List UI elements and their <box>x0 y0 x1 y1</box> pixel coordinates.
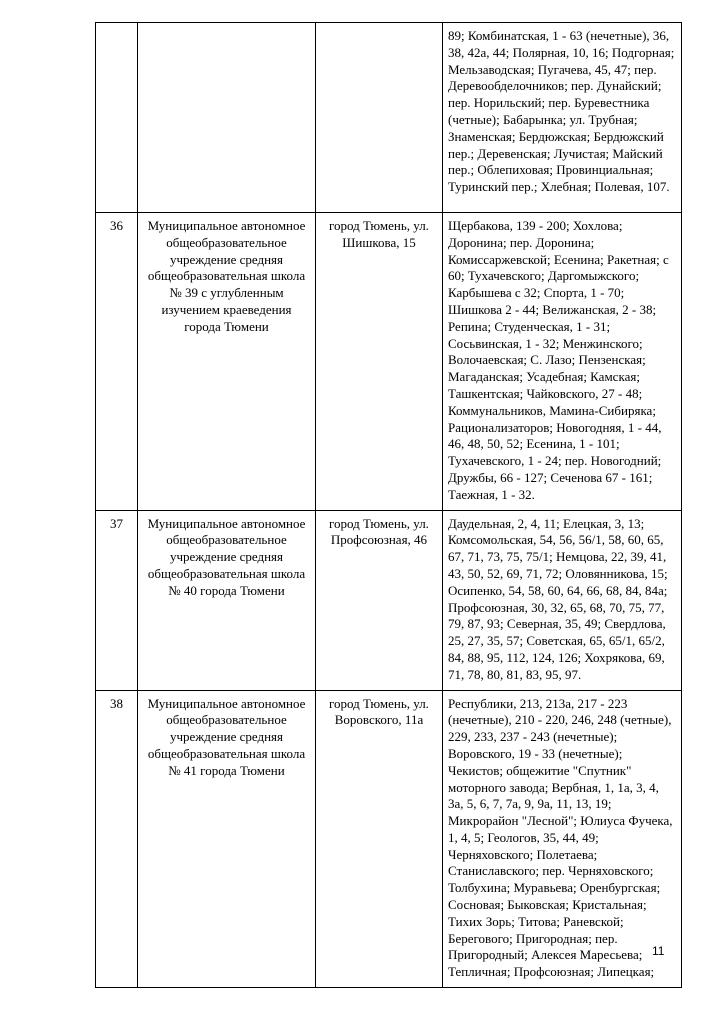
school-name <box>138 23 316 213</box>
assigned-streets: 89; Комбинатская, 1 - 63 (нечетные), 36, 38, 42а, 44; Полярная, 10, 16; Подгорная; Мельзаводская; Пугачева, 45, 47; пер. Деревообделочников; пер. Дунайский; пер. Норильский; пер. Буревестника (четные); Бабарынка; ул. Трубная; Знаменская; Бердюжская; Бердюжский пер.; Деревенская; Лучистая; Майский пер.; Облепиховая; Провинциальная; Туринский пер.; Хлебная; Полевая, 107. <box>443 23 682 213</box>
assigned-streets: Республики, 213, 213а, 217 - 223 (нечетные), 210 - 220, 246, 248 (четные), 229, 233, 237 - 243 (нечетные); Воровского, 19 - 33 (нечетные); Чекистов; общежитие "Спутник" моторного завода; Вербная, 1, 1а, 3, 4, 3а, 5, 6, 7, 7а, 9, 9а, 11, 13, 19; Микрорайон "Лесной"; Юлиуса Фучека, 1, 4, 5; Геологов, 35, 44, 49; Черняховского; Полетаева; Станиславского; пер. Черняховского; Толбухина; Муравьева; Оренбургская; Сосновая; Быковская; Кристальная; Тихих Зорь; Титова; Раневской; Берегового; Пригородная; пер. Пригородный; Алексея Маресьева; Тепличная; Профсоюзная; Липецкая; <box>443 690 682 988</box>
row-number <box>96 23 138 213</box>
school-name: Муниципальное автономное общеобразовательное учреждение средняя общеобразовательная школа № 39 с углубленным изучением краеведения города Тюмени <box>138 213 316 511</box>
row-number: 37 <box>96 510 138 690</box>
row-number: 36 <box>96 213 138 511</box>
page-number: 11 <box>652 944 665 958</box>
table-row <box>96 213 682 511</box>
school-name: Муниципальное автономное общеобразовательное учреждение средняя общеобразовательная школа № 41 города Тюмени <box>138 690 316 988</box>
school-address: город Тюмень, ул. Воровского, 11а <box>316 690 443 988</box>
school-name: Муниципальное автономное общеобразовательное учреждение средняя общеобразовательная школа № 40 города Тюмени <box>138 510 316 690</box>
assigned-streets: Даудельная, 2, 4, 11; Елецкая, 3, 13; Комсомольская, 54, 56, 56/1, 58, 60, 65, 67, 71, 73, 75, 75/1; Немцова, 22, 39, 41, 43, 50, 52, 69, 71, 72; Оловянникова, 15; Осипенко, 54, 58, 60, 64, 66, 68, 84, 84а; Профсоюзная, 30, 32, 65, 68, 70, 75, 77, 79, 87, 93; Северная, 35, 49; Свердлова, 25, 27, 35, 57; Советская, 65, 65/1, 65/2, 84, 88, 95, 112, 124, 126; Хохрякова, 69, 71, 78, 80, 81, 83, 95, 97. <box>443 510 682 690</box>
school-districts-table <box>95 22 682 988</box>
assigned-streets: Щербакова, 139 - 200; Хохлова; Доронина; пер. Доронина; Комиссаржевской; Есенина; Ракетная; с 60; Тухачевского; Даргомыжского; Карбышева с 32; Спорта, 1 - 70; Шишкова 2 - 44; Велижанская, 2 - 38; Репина; Студенческая, 1 - 31; Сосьвинская, 1 - 32; Менжинского; Волочаевская; С. Лазо; Пензенская; Магаданская; Усадебная; Камская; Ташкентская; Чайковского, 27 - 48; Коммунальников, Мамина-Сибиряка; Рационализаторов; Новогодняя, 1 - 44, 46, 48, 50, 52; Есенина, 1 - 101; Тухачевского, 1 - 24; пер. Новогодний; Дружбы, 66 - 127; Сеченова 67 - 161; Таежная, 1 - 32. <box>443 213 682 511</box>
table-row <box>96 690 682 988</box>
school-address <box>316 23 443 213</box>
row-number: 38 <box>96 690 138 988</box>
table-row <box>96 510 682 690</box>
school-address: город Тюмень, ул. Профсоюзная, 46 <box>316 510 443 690</box>
table-row <box>96 23 682 213</box>
school-address: город Тюмень, ул. Шишкова, 15 <box>316 213 443 511</box>
